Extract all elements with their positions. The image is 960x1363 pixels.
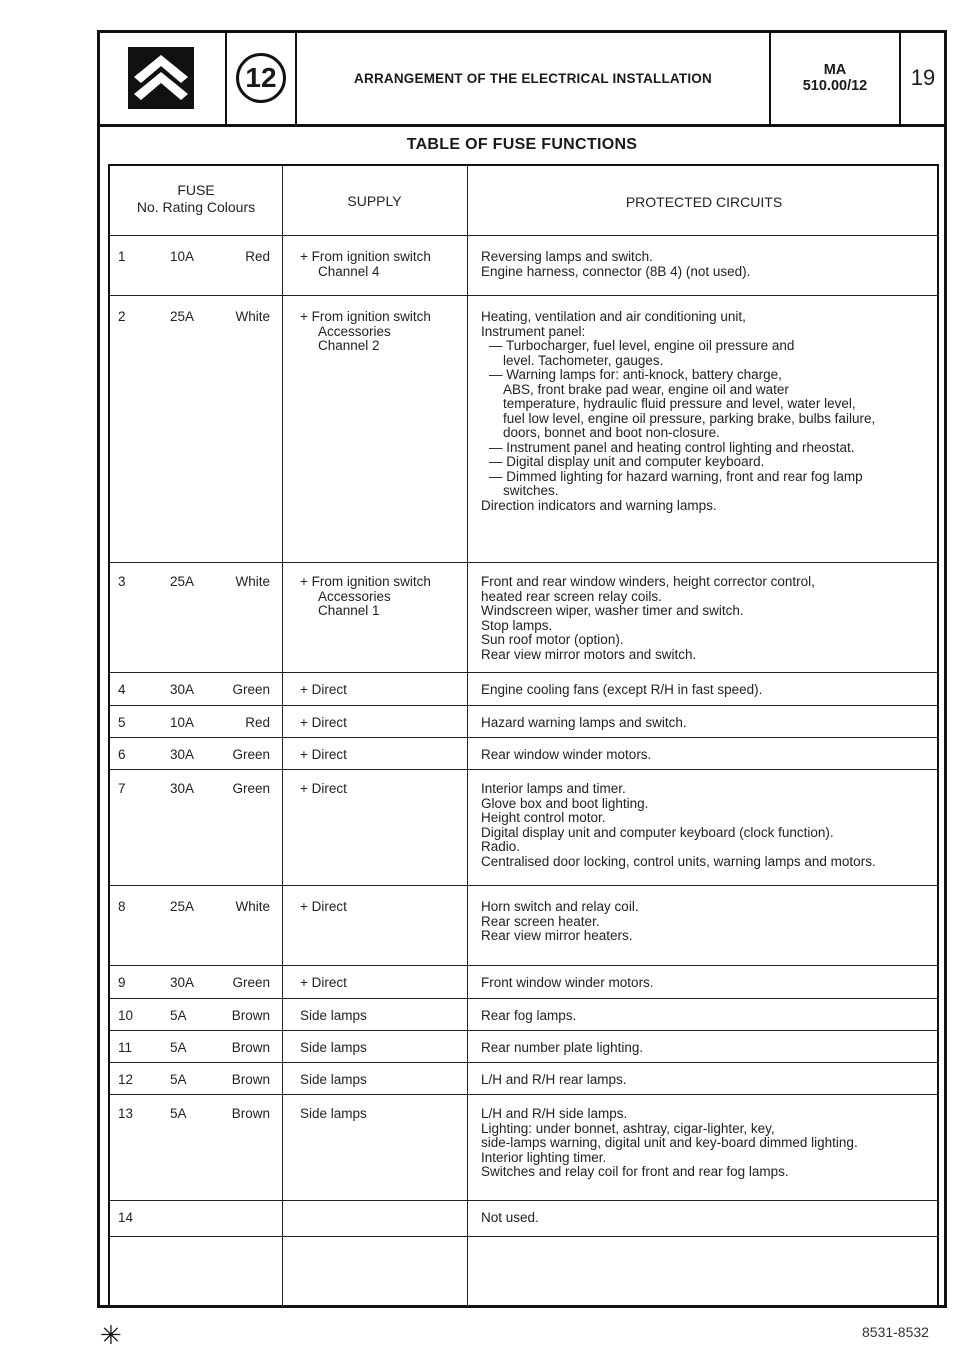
ref-line-1: MA [823, 62, 847, 78]
table-row [110, 1063, 937, 1095]
document-reference [771, 30, 901, 126]
fuse-colour: Red [245, 249, 270, 264]
supply-cell [282, 1107, 485, 1122]
table-row [110, 1031, 937, 1063]
circuit-line: Windscreen wiper, washer timer and switch. [481, 603, 744, 618]
circuit-line: Interior lamps and timer. [481, 781, 626, 796]
protected-circuits-cell [467, 310, 955, 513]
fuse-number: 6 [118, 747, 126, 762]
circuit-line: Digital display unit and computer keyboard (clock function). [481, 824, 834, 840]
fuse-colour: Green [232, 781, 270, 796]
supply-line: Accessories [318, 588, 391, 604]
fuse-rating: 30A [170, 975, 195, 990]
fuse-number: 3 [118, 574, 126, 589]
circuit-line: level. Tachometer, gauges. [503, 352, 664, 368]
protected-circuits-cell [467, 900, 955, 944]
supply-cell [282, 782, 485, 797]
table-row [110, 966, 937, 999]
table-row [110, 706, 937, 738]
circuit-line: Stop lamps. [481, 617, 553, 633]
section-number: 12 [236, 53, 286, 103]
page-number: 19 [901, 30, 947, 126]
protected-circuits-column-header: PROTECTED CIRCUITS [625, 194, 783, 210]
supply-cell [282, 683, 485, 698]
protected-circuits-cell [467, 716, 955, 731]
supply-cell [282, 575, 485, 619]
supply-line: Side lamps [300, 1008, 367, 1023]
fuse-number: 13 [118, 1106, 134, 1121]
supply-cell [282, 310, 485, 354]
protected-circuits-cell [467, 1211, 955, 1226]
fuse-colour: Brown [231, 1008, 270, 1023]
fuse-rating: 5A [170, 1106, 187, 1121]
section-number-cell [227, 30, 297, 126]
table-row [110, 673, 937, 706]
fuse-number: 7 [118, 781, 126, 796]
protected-circuits-cell [467, 748, 955, 763]
fuse-colour: White [235, 574, 270, 589]
fuse-colour: Green [232, 975, 270, 990]
fuse-number: 11 [118, 1040, 133, 1055]
supply-cell [282, 250, 485, 279]
ref-line-2: 510.00/12 [802, 78, 868, 94]
table-row [110, 886, 937, 966]
circuit-line: Horn switch and relay coil. [481, 899, 639, 914]
circuit-line: Centralised door locking, control units, warning lamps and motors. [481, 853, 876, 869]
supply-line: Side lamps [300, 1072, 367, 1087]
supply-line: Accessories [318, 323, 391, 339]
circuit-line: Engine cooling fans (except R/H in fast speed). [481, 682, 763, 697]
table-row [110, 236, 937, 296]
circuit-line: heated rear screen relay coils. [481, 588, 662, 604]
fuse-colour: Green [232, 682, 270, 697]
circuit-line: ABS, front brake pad wear, engine oil and water [503, 381, 789, 397]
fuse-rating: 30A [170, 781, 195, 796]
protected-circuits-cell [467, 575, 955, 662]
fuse-rating: 25A [170, 899, 195, 914]
footer-reference: 8531-8532 [862, 1324, 929, 1340]
fuse-colour: White [235, 899, 270, 914]
supply-line: + From ignition switch [300, 574, 431, 589]
circuit-line: side-lamps warning, digital unit and key-board dimmed lighting. [481, 1135, 858, 1150]
circuit-line: Lighting: under bonnet, ashtray, cigar-lighter, key, [481, 1120, 775, 1136]
fuse-rating: 5A [170, 1072, 187, 1087]
supply-cell [282, 900, 485, 915]
supply-line: + Direct [300, 975, 347, 990]
circuit-line: Front and rear window winders, height corrector control, [481, 574, 815, 589]
table-title: TABLE OF FUSE FUNCTIONS [406, 136, 638, 153]
circuit-line: Direction indicators and warning lamps. [481, 497, 717, 513]
protected-circuits-cell [467, 782, 955, 869]
circuit-line: Not used. [481, 1210, 539, 1225]
circuit-line: Glove box and boot lighting. [481, 795, 649, 811]
supply-line: + Direct [300, 781, 347, 796]
fuse-table [108, 164, 939, 1307]
fuse-colour: Brown [231, 1040, 270, 1055]
circuit-line: Height control motor. [481, 810, 606, 825]
protected-circuits-cell [467, 1009, 955, 1024]
protected-circuits-cell [467, 1073, 955, 1088]
supply-line: + From ignition switch [300, 309, 431, 324]
circuit-line: Hazard warning lamps and switch. [481, 715, 687, 730]
circuit-line: Rear fog lamps. [481, 1008, 577, 1023]
fuse-rating: 30A [170, 747, 195, 762]
table-row [110, 1201, 937, 1237]
supply-line: + Direct [300, 899, 347, 914]
page-header [97, 30, 947, 126]
fuse-number: 9 [118, 975, 126, 990]
supply-column-header: SUPPLY [347, 193, 402, 209]
fuse-rating: 5A [170, 1040, 187, 1055]
fuse-colour: Brown [231, 1106, 270, 1121]
fuse-colour: Brown [231, 1072, 270, 1087]
circuit-line: Interior lighting timer. [481, 1149, 607, 1165]
fuse-number: 1 [118, 249, 126, 264]
fuse-column-header [110, 182, 282, 216]
protected-circuits-cell [467, 1107, 955, 1180]
protected-circuits-cell [467, 250, 955, 279]
fuse-colour: Green [232, 747, 270, 762]
supply-line: Side lamps [300, 1040, 367, 1055]
circuit-line: doors, bonnet and boot non-closure. [503, 425, 720, 440]
table-row [110, 563, 937, 673]
circuit-line: Heating, ventilation and air conditioning unit, [481, 309, 746, 324]
supply-cell [282, 748, 485, 763]
circuit-line: L/H and R/H rear lamps. [481, 1072, 627, 1087]
protected-circuits-cell [467, 976, 955, 991]
table-header-row [110, 166, 937, 236]
fuse-colour: Red [245, 715, 270, 730]
fuse-rating: 10A [170, 249, 195, 264]
circuit-line: Reversing lamps and switch. [481, 249, 653, 264]
protected-circuits-cell [467, 683, 955, 698]
fuse-number: 10 [118, 1008, 134, 1023]
fuse-number: 2 [118, 309, 126, 324]
circuit-line: — Turbocharger, fuel level, engine oil pressure and [489, 338, 795, 353]
circuit-line: — Dimmed lighting for hazard warning, front and rear fog lamp [489, 468, 863, 484]
circuit-line: fuel low level, engine oil pressure, parking brake, bulbs failure, [503, 410, 876, 426]
circuit-line: Sun roof motor (option). [481, 632, 624, 647]
fuse-number: 4 [118, 682, 126, 697]
supply-line: Side lamps [300, 1106, 367, 1121]
protected-circuits-cell [467, 1041, 955, 1056]
table-row [110, 999, 937, 1031]
supply-line: + Direct [300, 747, 347, 762]
circuit-line: Switches and relay coil for front and rear fog lamps. [481, 1164, 789, 1179]
circuit-line: Rear view mirror heaters. [481, 928, 633, 943]
circuit-line: temperature, hydraulic fluid pressure and level, water level, [503, 396, 856, 411]
circuit-line: — Digital display unit and computer keyboard. [489, 454, 765, 469]
table-row [110, 296, 937, 563]
fuse-number: 14 [118, 1210, 134, 1225]
brand-logo-icon [128, 47, 194, 109]
supply-line: + Direct [300, 682, 347, 697]
circuit-line: Rear number plate lighting. [481, 1040, 644, 1055]
circuit-line: Rear screen heater. [481, 913, 600, 929]
supply-line: Channel 2 [318, 338, 380, 353]
table-row [110, 1095, 937, 1201]
supply-line: + Direct [300, 715, 347, 730]
fuse-number: 8 [118, 899, 126, 914]
supply-line: Channel 1 [318, 603, 380, 618]
document-title: ARRANGEMENT OF THE ELECTRICAL INSTALLATION [297, 30, 771, 126]
circuit-line: — Instrument panel and heating control lighting and rheostat. [489, 439, 855, 455]
circuit-line: switches. [503, 483, 559, 498]
fuse-rating: 25A [170, 574, 195, 589]
fuse-number: 5 [118, 715, 126, 730]
circuit-line: — Warning lamps for: anti-knock, battery charge, [489, 367, 782, 382]
fuse-header-line-1: FUSE [177, 182, 215, 198]
table-row [110, 770, 937, 886]
fuse-rating: 5A [170, 1008, 187, 1023]
table-row [110, 738, 937, 770]
supply-line: + From ignition switch [300, 249, 431, 264]
circuit-line: Front window winder motors. [481, 975, 654, 990]
circuit-line: Radio. [481, 839, 521, 854]
footer-star-icon: ✳ [100, 1320, 122, 1350]
supply-cell [282, 976, 485, 991]
fuse-rating: 30A [170, 682, 195, 697]
supply-cell [282, 1073, 485, 1088]
circuit-line: L/H and R/H side lamps. [481, 1106, 628, 1121]
circuit-line: Instrument panel: [481, 323, 586, 339]
circuit-line: Engine harness, connector (8B 4) (not used). [481, 263, 751, 279]
fuse-rating: 25A [170, 309, 195, 324]
fuse-rating: 10A [170, 715, 195, 730]
supply-cell [282, 1041, 485, 1056]
fuse-colour: White [235, 309, 270, 324]
fuse-number: 12 [118, 1072, 134, 1087]
fuse-header-line-2: No. Rating Colours [136, 199, 256, 215]
supply-cell [282, 716, 485, 731]
supply-cell [282, 1009, 485, 1024]
supply-line: Channel 4 [318, 263, 380, 279]
circuit-line: Rear view mirror motors and switch. [481, 646, 697, 662]
logo-cell [97, 30, 227, 126]
circuit-line: Rear window winder motors. [481, 747, 652, 762]
